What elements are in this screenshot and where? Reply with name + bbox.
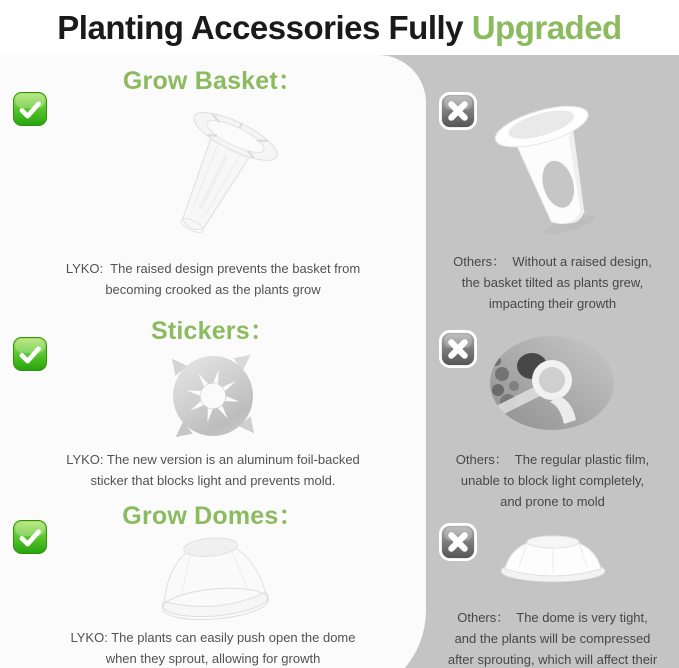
clear-grow-dome-image (154, 527, 272, 622)
caption-line: impacting their growth (488, 296, 617, 311)
caption-line: the basket tilted as plants grew, (461, 275, 644, 290)
others-dome-image (497, 529, 609, 585)
caption-line: sticker that blocks light and prevents mold. (90, 473, 336, 488)
title-highlight: Upgraded (471, 8, 622, 46)
caption-line: LYKO: The raised design prevents the basket from (65, 261, 361, 276)
caption-line: after sprouting, which will affect their (447, 652, 658, 667)
heading-stickers: Stickers： (150, 317, 276, 345)
others-dome-caption (426, 607, 679, 668)
check-icon (13, 337, 47, 371)
caption-line: Others： The dome is very tight, (457, 610, 648, 625)
heading-grow-basket: Grow Basket： (122, 67, 304, 95)
heading-grow-domes: Grow Domes： (122, 502, 304, 530)
aluminum-foil-sticker-image (163, 346, 263, 446)
others-basket-image (494, 95, 612, 237)
others-film-caption (426, 449, 679, 512)
title-bar (0, 0, 679, 55)
lyko-basket-caption (0, 258, 426, 300)
check-icon (13, 92, 47, 126)
clear-grow-basket-image (133, 97, 293, 257)
lyko-dome-caption (0, 627, 426, 668)
lyko-panel (0, 55, 426, 668)
caption-line: LYKO: The new version is an aluminum foil-backed (66, 452, 360, 467)
caption-line: when they sprout, allowing for growth (105, 651, 321, 666)
caption-line: and the plants will be compressed (454, 631, 651, 646)
page-title (57, 9, 621, 47)
cross-icon (439, 92, 477, 130)
others-basket-caption (426, 251, 679, 314)
caption-line: unable to block light completely, (460, 473, 645, 488)
caption-line: Others： The regular plastic film, (455, 452, 650, 467)
others-plastic-film-image (488, 334, 618, 432)
title-text: Planting Accessories Fully (57, 8, 472, 46)
others-column (426, 55, 679, 668)
caption-line: becoming crooked as the plants grow (105, 282, 321, 297)
cross-icon (439, 330, 477, 368)
lyko-sticker-caption (0, 449, 426, 491)
check-icon (13, 520, 47, 554)
caption-line: Others： Without a raised design, (453, 254, 652, 269)
caption-line: and prone to mold (500, 494, 605, 509)
cross-icon (439, 523, 477, 561)
caption-line: LYKO: The plants can easily push open the dome (70, 630, 356, 645)
